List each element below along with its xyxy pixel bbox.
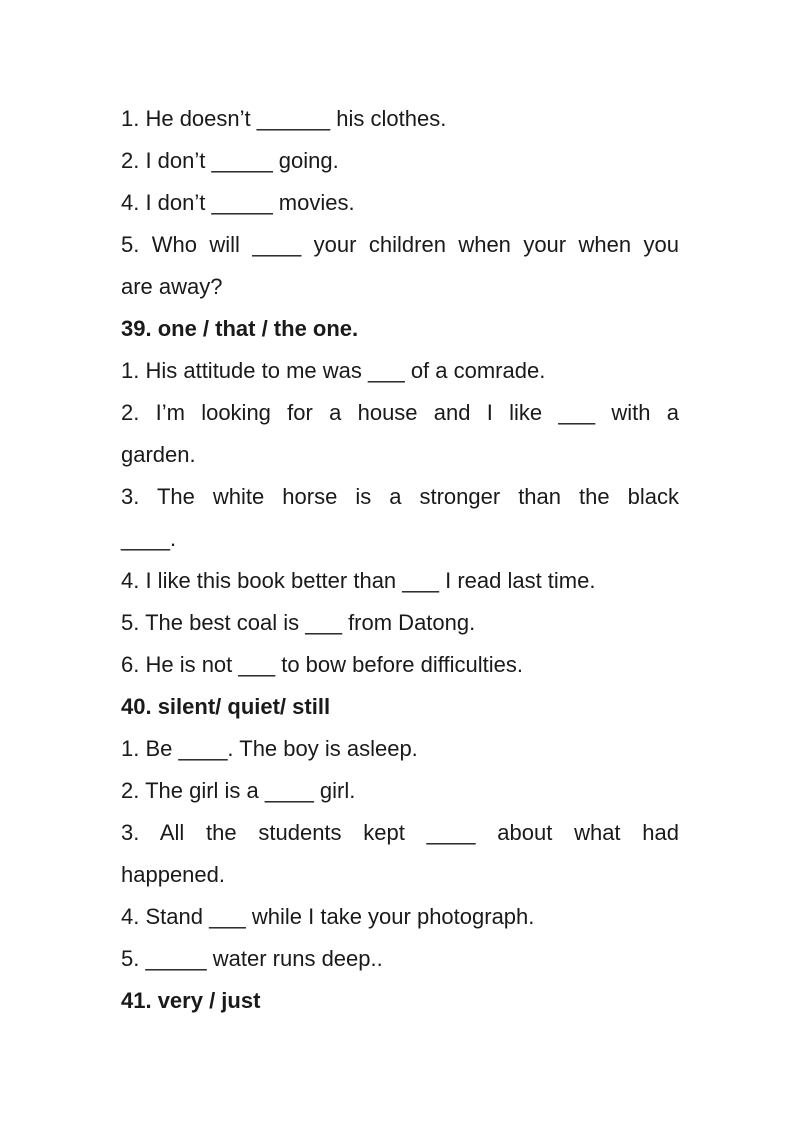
exercise-line: 2. I don’t _____ going. xyxy=(121,148,339,173)
exercise-line: 1. His attitude to me was ___ of a comrade. xyxy=(121,358,546,383)
exercise-line: ____. xyxy=(121,526,177,551)
exercise-line: 3. All the students kept ____ about what had xyxy=(121,820,679,845)
exercise-line: 5. _____ water runs deep.. xyxy=(121,946,383,971)
exercise-line: 4. I don’t _____ movies. xyxy=(121,190,355,215)
exercise-line: 1. He doesn’t ______ his clothes. xyxy=(121,106,447,131)
section-heading: 41. very / just xyxy=(121,988,261,1013)
document-page xyxy=(121,98,679,1022)
exercise-line: 4. I like this book better than ___ I read last time. xyxy=(121,568,596,593)
exercise-line: 1. Be ____. The boy is asleep. xyxy=(121,736,418,761)
exercise-line: 5. Who will ____ your children when your when you xyxy=(121,232,679,257)
section-heading: 39. one / that / the one. xyxy=(121,316,359,341)
exercise-line: garden. xyxy=(121,442,196,467)
exercise-line: 5. The best coal is ___ from Datong. xyxy=(121,610,476,635)
exercise-line: 4. Stand ___ while I take your photograph. xyxy=(121,904,535,929)
exercise-line: 3. The white horse is a stronger than the black xyxy=(121,484,679,509)
exercise-line: 6. He is not ___ to bow before difficulties. xyxy=(121,652,523,677)
exercise-line: are away? xyxy=(121,274,223,299)
exercise-line: 2. The girl is a ____ girl. xyxy=(121,778,356,803)
exercise-line: 2. I’m looking for a house and I like ___ with a xyxy=(121,400,679,425)
section-heading: 40. silent/ quiet/ still xyxy=(121,694,331,719)
exercise-line: happened. xyxy=(121,862,225,887)
